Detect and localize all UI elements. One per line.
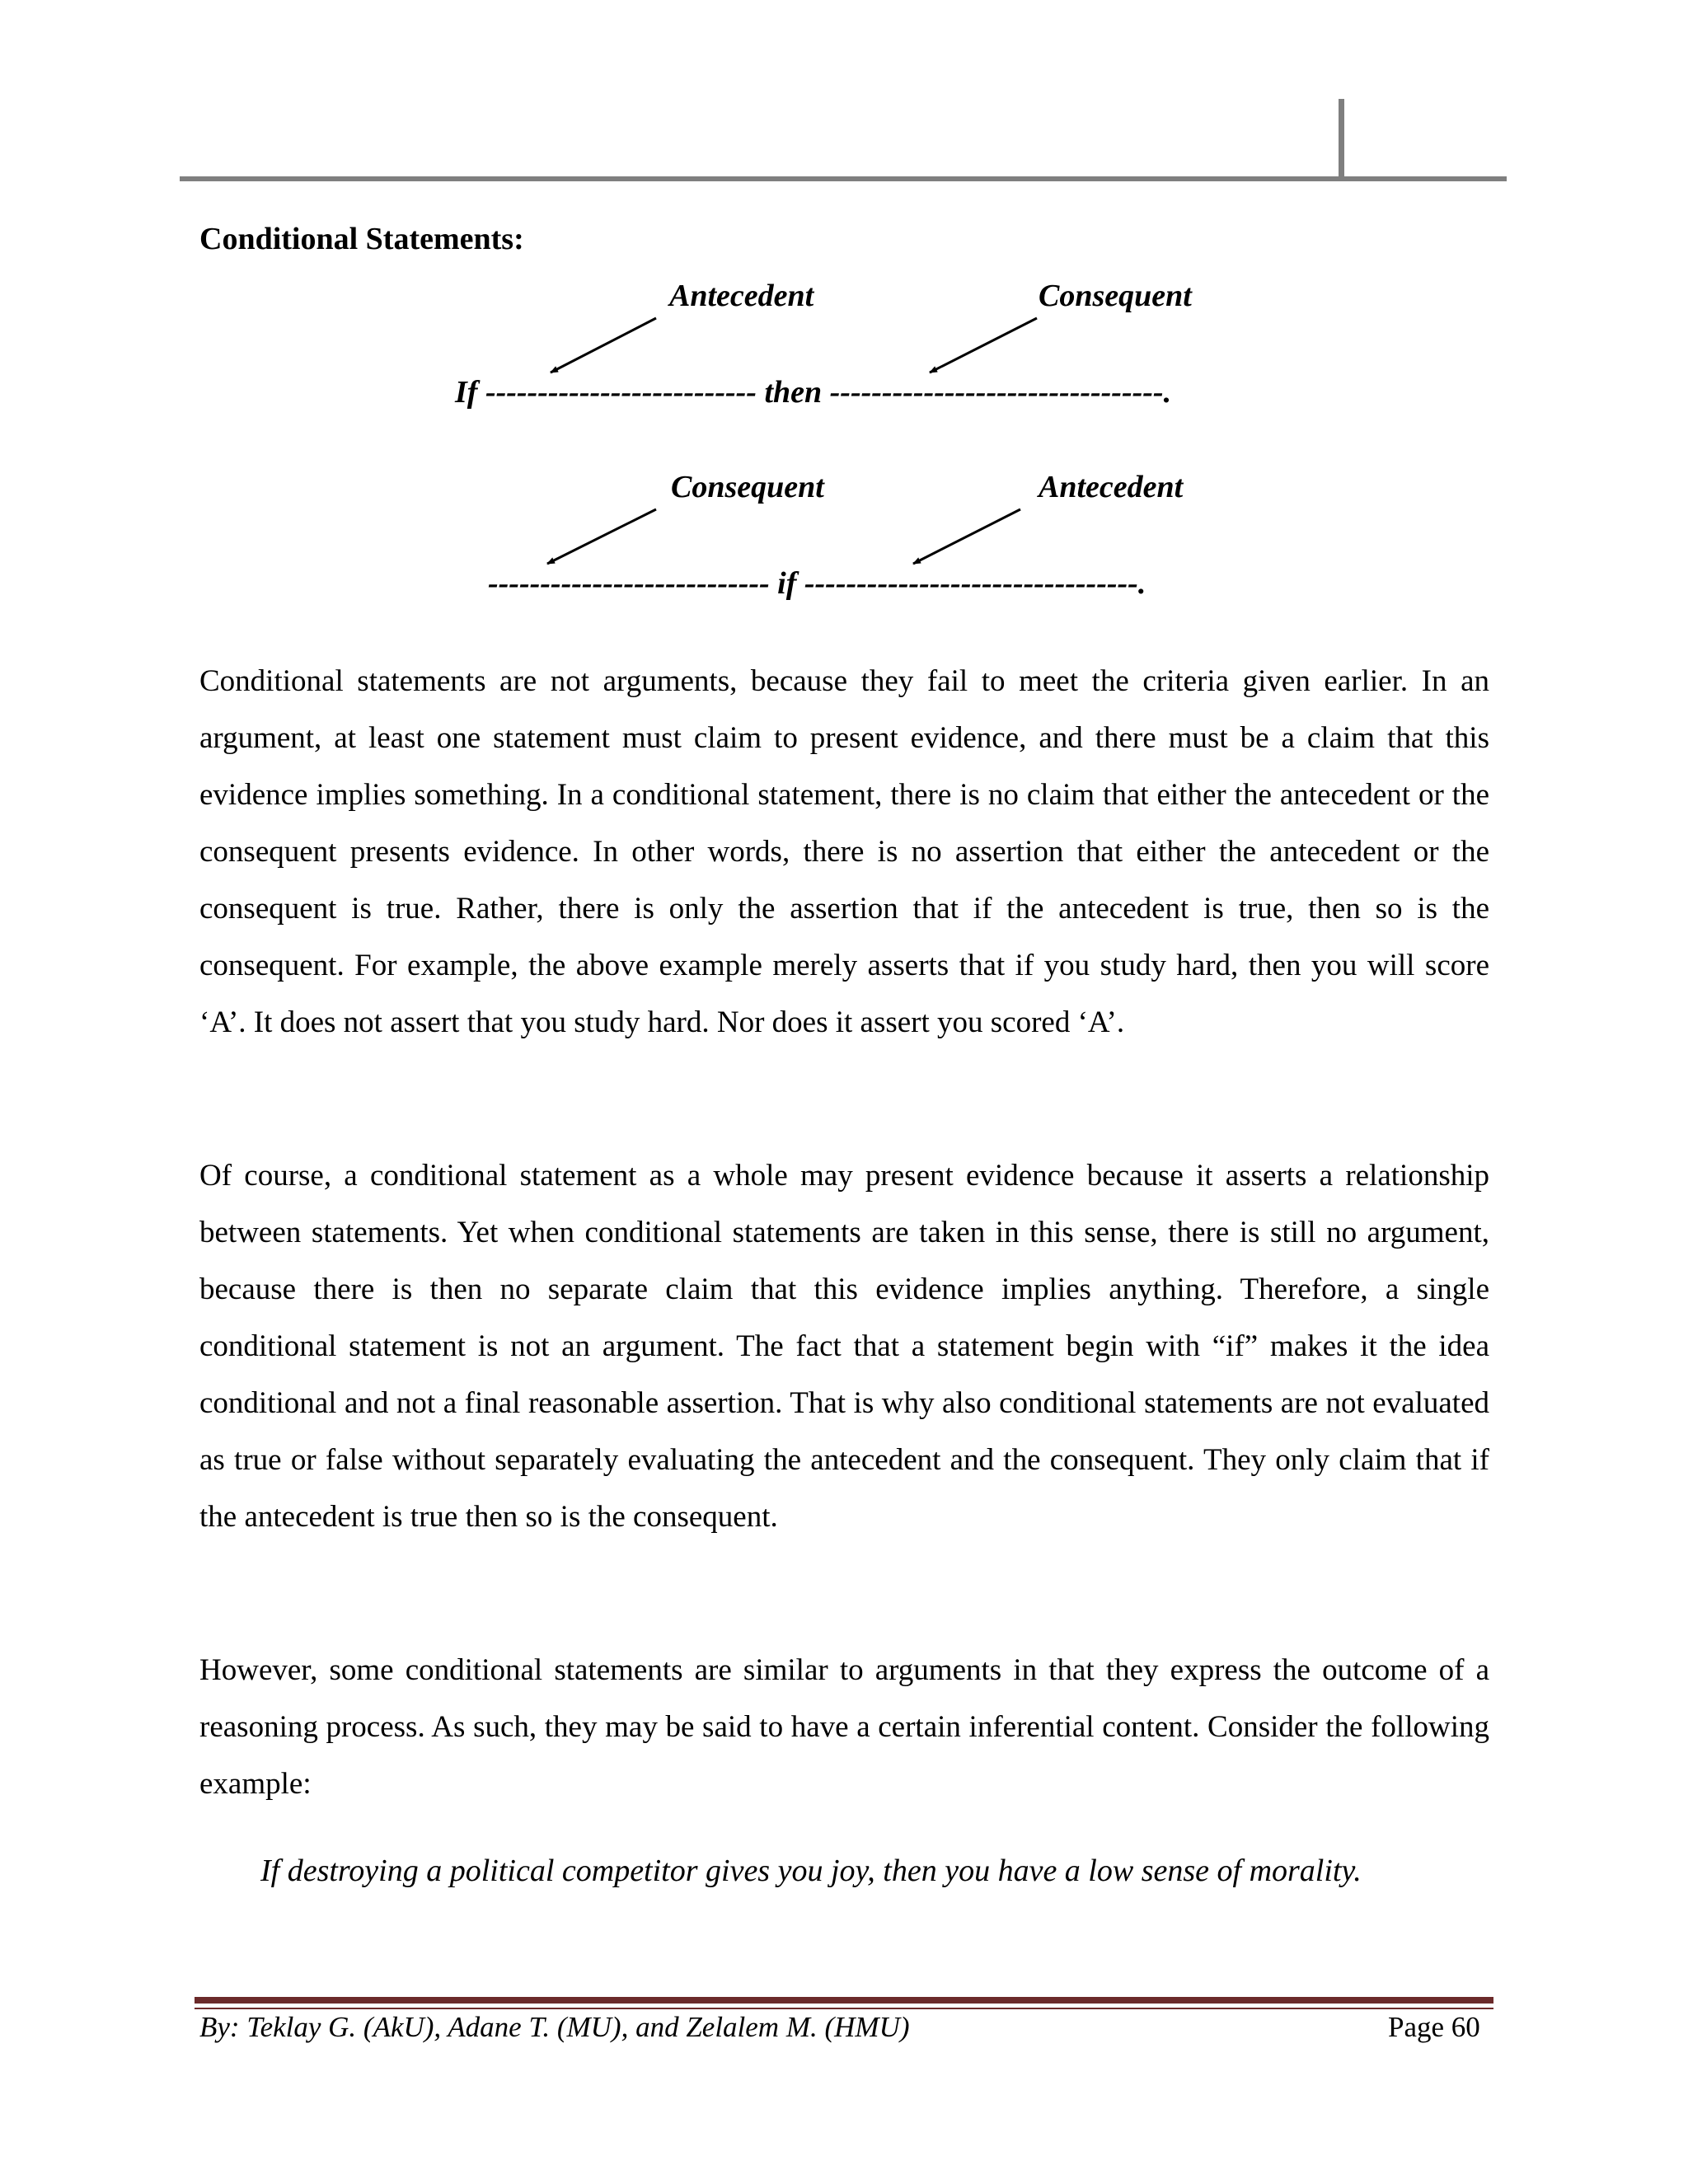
footer-rule-thick bbox=[195, 1997, 1493, 2004]
arrow-consequent-2 bbox=[547, 509, 656, 564]
diagram1-conditional-line: If -------------------------- then --------------------------------. bbox=[455, 375, 1172, 410]
diagram-arrows bbox=[0, 0, 1688, 659]
diagram1-label-antecedent: Antecedent bbox=[669, 279, 814, 313]
paragraph-3: However, some conditional statements are similar to arguments in that they express the outcome of a reasoning process. As such, they may be said to have a certain inferential content. Consider the following example: bbox=[199, 1653, 1489, 1801]
diagram2-conditional-line: --------------------------- if --------------------------------. bbox=[488, 566, 1146, 601]
example-statement: If destroying a political competitor gives you joy, then you have a low sense of morality. bbox=[260, 1854, 1362, 1888]
header-rule bbox=[180, 176, 1507, 181]
header-tick bbox=[1339, 99, 1344, 180]
paragraph-2: Of course, a conditional statement as a whole may present evidence because it asserts a relationship between statements. Yet when conditional statements are taken in this sense, there is still no argument, because there is then no separate claim that this evidence implies anything. Therefore, a single conditional statement is not an argument. The fact that a statement begin with “if” makes it the idea conditional and not a final reasonable assertion. That is why also conditional statements are not evaluated as true or false without separately evaluating the antecedent and the consequent. They only claim that if the antecedent is true then so is the consequent. bbox=[199, 1159, 1489, 1534]
page-number: Page 60 bbox=[1388, 2011, 1480, 2043]
diagram1-label-consequent: Consequent bbox=[1039, 279, 1192, 313]
diagram2-label-antecedent: Antecedent bbox=[1039, 470, 1184, 504]
arrow-consequent-1 bbox=[930, 318, 1037, 373]
arrow-antecedent-2 bbox=[913, 509, 1020, 564]
diagram2-label-consequent: Consequent bbox=[671, 470, 824, 504]
section-heading: Conditional Statements: bbox=[199, 222, 524, 256]
footer-authors: By: Teklay G. (AkU), Adane T. (MU), and Zelalem M. (HMU) bbox=[199, 2011, 910, 2043]
footer-rule-thin bbox=[195, 2008, 1493, 2009]
paragraph-1: Conditional statements are not arguments, because they fail to meet the criteria given earlier. In an argument, at least one statement must claim to present evidence, and there must be a claim that this evidence implies something. In a conditional statement, there is no claim that either the antecedent or the consequent presents evidence. In other words, there is no assertion that either the antecedent or the consequent is true. Rather, there is only the assertion that if the antecedent is true, then so is the consequent. For example, the above example merely asserts that if you study hard, then you will score ‘A’. It does not assert that you study hard. Nor does it assert you scored ‘A’. bbox=[199, 664, 1489, 1039]
arrow-antecedent-1 bbox=[551, 318, 656, 373]
